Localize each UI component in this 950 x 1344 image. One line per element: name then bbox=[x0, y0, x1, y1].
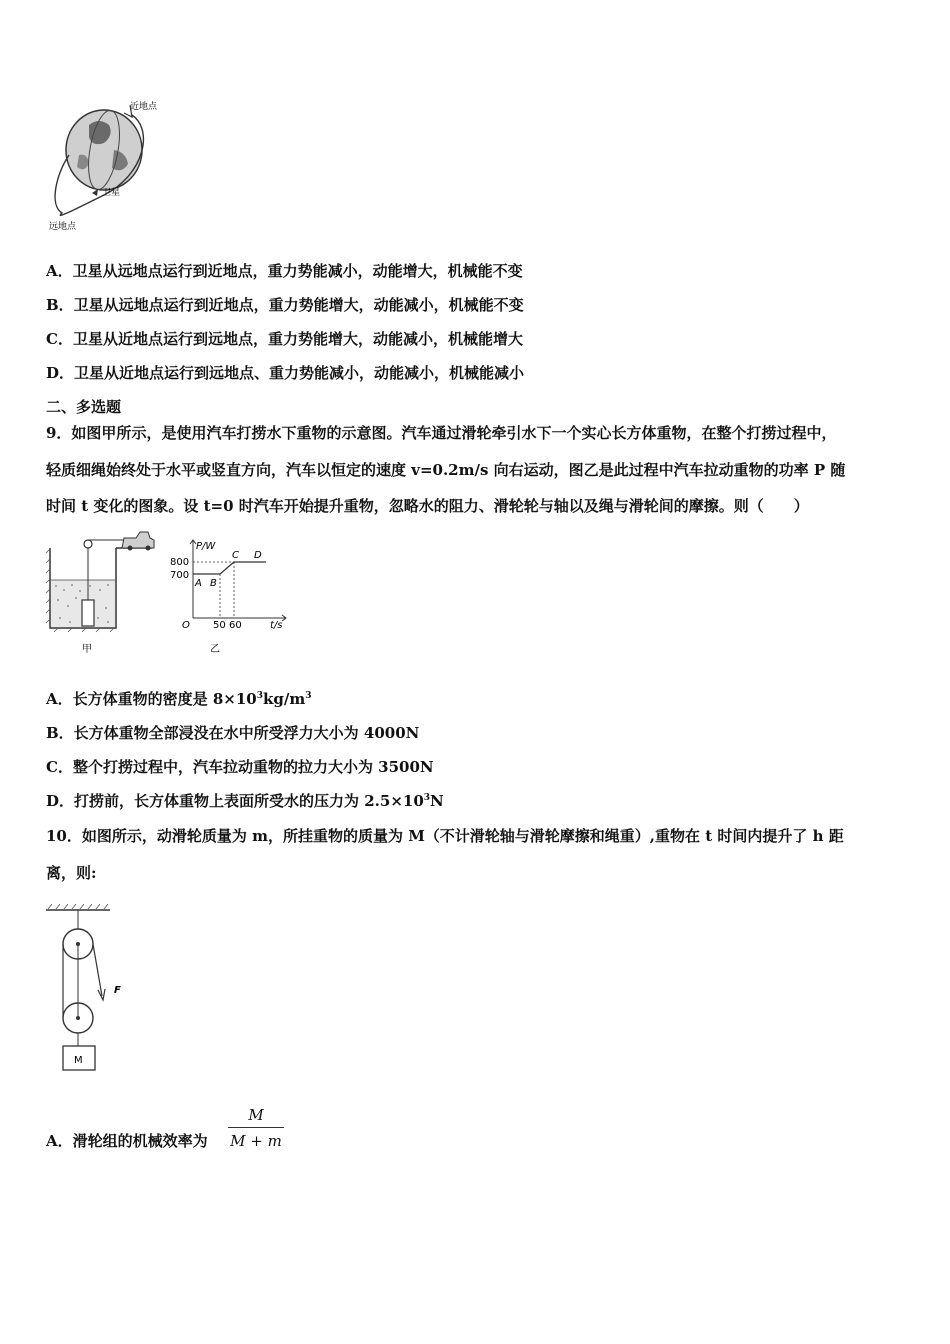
q8-option-d: D．卫星从近地点运行到远地点、重力势能减小，动能减小，机械能减小 bbox=[46, 364, 525, 382]
q9-line-3: 时间 t 变化的图象。设 t=0 时汽车开始提升重物，忽略水的阻力、滑轮轮与轴以及绳与滑轮间的摩擦。则（ ） bbox=[46, 497, 809, 515]
q9-line-2: 轻质细绳始终处于水平或竖直方向，汽车以恒定的速度 v=0.2m/s 向右运动，图乙是此过程中汽车拉动重物的功率 P 随 bbox=[46, 461, 846, 479]
force-label: F bbox=[114, 985, 121, 996]
point-label-c: C bbox=[232, 550, 239, 561]
x-tick-60: 60 bbox=[229, 620, 242, 631]
q8-option-b: B．卫星从远地点运行到近地点，重力势能增大，动能减小，机械能不变 bbox=[46, 296, 524, 314]
q9-option-a: A．长方体重物的密度是 $8\times 10^3kg/m^3$ bbox=[46, 690, 312, 708]
y-axis-label: P/W bbox=[196, 541, 216, 552]
q9-option-c: C．整个打捞过程中，汽车拉动重物的拉力大小为 3500N bbox=[46, 758, 434, 776]
q9-option-d: D．打捞前，长方体重物上表面所受水的压力为 $2.5\times 10^3N$ bbox=[46, 792, 444, 810]
pulley-figure bbox=[44, 900, 144, 1080]
y-tick-700: 700 bbox=[170, 570, 190, 581]
origin-label: O bbox=[182, 620, 190, 631]
q9-option-b: B．长方体重物全部浸没在水中所受浮力大小为 4000N bbox=[46, 724, 420, 742]
point-label-d: D bbox=[254, 550, 262, 561]
satellite-label: 卫星 bbox=[102, 188, 121, 198]
x-tick-50: 50 bbox=[213, 620, 226, 631]
satellite-orbit-figure bbox=[44, 95, 174, 235]
q10-option-a: A．滑轮组的机械效率为 bbox=[46, 1132, 208, 1150]
q10-line-1: 10．如图所示，动滑轮质量为 m，所挂重物的质量为 M（不计滑轮轴与滑轮摩擦和绳重）,重物在 t 时间内提升了 h 距 bbox=[46, 827, 844, 845]
figure-caption-yi: 乙 bbox=[210, 644, 220, 655]
efficiency-numerator: M bbox=[248, 1106, 264, 1124]
segment-bc bbox=[220, 562, 234, 574]
section-title: 二、多选题 bbox=[46, 398, 122, 416]
power-time-graph bbox=[168, 534, 293, 658]
q10-line-2: 离，则: bbox=[46, 864, 97, 882]
q8-option-c: C．卫星从近地点运行到远地点，重力势能增大，动能减小，机械能增大 bbox=[46, 330, 523, 348]
x-axis-label: t/s bbox=[270, 620, 283, 631]
mass-label: M bbox=[74, 1055, 83, 1066]
q8-option-a: A．卫星从远地点运行到近地点，重力势能减小，动能增大，机械能不变 bbox=[46, 262, 523, 280]
perigee-label: 近地点 bbox=[130, 102, 158, 112]
figure-caption-jia: 甲 bbox=[82, 644, 92, 655]
y-tick-800: 800 bbox=[170, 557, 190, 568]
salvage-diagram bbox=[44, 528, 164, 658]
point-label-a: A bbox=[195, 578, 202, 589]
fraction-bar bbox=[228, 1127, 284, 1128]
apogee-label: 远地点 bbox=[49, 222, 77, 232]
point-label-b: B bbox=[210, 578, 217, 589]
q9-line-1: 9．如图甲所示，是使用汽车打捞水下重物的示意图。汽车通过滑轮牵引水下一个实心长方体重物，在整个打捞过程中， bbox=[46, 424, 837, 442]
efficiency-denominator: M + m bbox=[230, 1132, 282, 1150]
